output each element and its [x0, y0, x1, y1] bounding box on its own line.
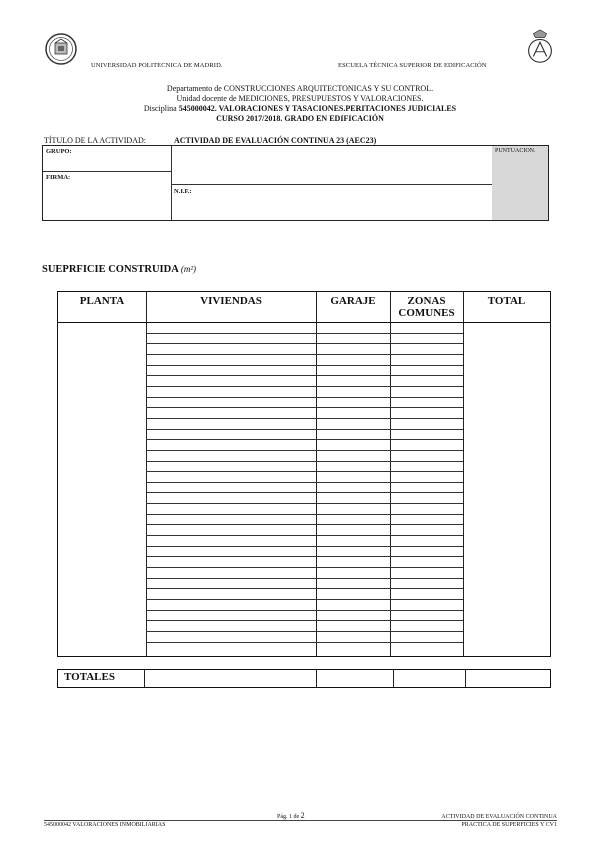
discipline-prefix: Disciplina — [143, 104, 179, 113]
surface-table — [57, 291, 551, 657]
unit-line: Unidad docente de MEDICIONES, PRESUPUESTOS Y VALORACIONES. — [176, 94, 424, 103]
page-number — [277, 811, 305, 820]
school-crest-logo — [523, 28, 557, 66]
signature-label: FIRMA: — [46, 174, 71, 181]
footer-course-code: 545000042 VALORACIONES INMOBILIARIAS — [44, 822, 166, 828]
course-line: CURSO 2017/2018. GRADO EN EDIFICACIÓN — [216, 114, 384, 123]
footer-activity: ACTIVIDAD DE EVALUACIÓN CONTINUA — [441, 814, 557, 820]
column-header-garaje: GARAJE — [330, 295, 376, 307]
column-header-viviendas: VIVIENDAS — [200, 295, 262, 307]
university-seal-logo — [44, 30, 78, 68]
score-label: PUNTUACION. — [495, 148, 536, 154]
table-row-line — [146, 471, 463, 472]
column-header-planta: PLANTA — [79, 295, 125, 307]
totals-label: TOTALES — [64, 671, 115, 683]
score-cell[interactable] — [492, 146, 548, 220]
table-row-line — [146, 365, 463, 366]
table-row-line — [146, 397, 463, 398]
table-row-line — [146, 439, 463, 440]
table-row-line — [146, 620, 463, 621]
table-row-line — [146, 578, 463, 579]
table-row-line — [146, 535, 463, 536]
discipline-line — [40, 104, 560, 114]
table-row-line — [146, 418, 463, 419]
student-info-box — [42, 145, 549, 221]
activity-title-label: TÍTULO DE LA ACTIVIDAD: — [44, 136, 146, 145]
page-prefix: Pág. 1 de — [277, 814, 301, 820]
table-row-line — [146, 375, 463, 376]
table-row-line — [146, 386, 463, 387]
table-row-line — [146, 407, 463, 408]
section-title-text: SUEPRFICIE CONSTRUIDA — [42, 264, 179, 275]
table-row-line — [146, 631, 463, 632]
group-label: GRUPO: — [46, 148, 72, 155]
table-row-line — [146, 556, 463, 557]
table-row-line — [146, 333, 463, 334]
page-total: 2 — [300, 811, 305, 820]
discipline-value: 545000042. VALORACIONES Y TASACIONES.PERITACIONES JUDICIALES — [178, 104, 457, 113]
column-header-total: TOTAL — [487, 295, 526, 307]
nif-label: N.I.F.: — [174, 188, 192, 195]
table-row-line — [146, 429, 463, 430]
footer-practice: PRACTICA DE SUPERFICIES Y CV1 — [461, 822, 557, 828]
section-unit: (m²) — [180, 264, 197, 274]
totals-row — [57, 669, 551, 688]
table-row-line — [146, 450, 463, 451]
table-row-line — [146, 354, 463, 355]
column-header-zonas-comunes: ZONAS COMUNES — [398, 295, 455, 319]
table-row-line — [146, 492, 463, 493]
table-row-line — [146, 514, 463, 515]
table-row-line — [146, 524, 463, 525]
table-row-line — [146, 461, 463, 462]
school-name: ESCUELA TÉCNICA SUPERIOR DE EDIFICACIÓN — [338, 62, 487, 69]
table-row-line — [146, 482, 463, 483]
activity-title-value: ACTIVIDAD DE EVALUACIÓN CONTINUA 23 (AEC23) — [174, 136, 377, 145]
table-row-line — [146, 642, 463, 643]
table-row-line — [146, 546, 463, 547]
table-row-line — [146, 599, 463, 600]
table-row-line — [146, 588, 463, 589]
department-line: Departamento de CONSTRUCCIONES ARQUITECTONICAS Y SU CONTROL. — [166, 84, 434, 93]
table-row-line — [146, 343, 463, 344]
section-title — [42, 264, 196, 275]
table-row-line — [146, 503, 463, 504]
table-row-line — [146, 567, 463, 568]
table-row-line — [146, 610, 463, 611]
university-name: UNIVERSIDAD POLITECNICA DE MADRID. — [91, 62, 223, 69]
